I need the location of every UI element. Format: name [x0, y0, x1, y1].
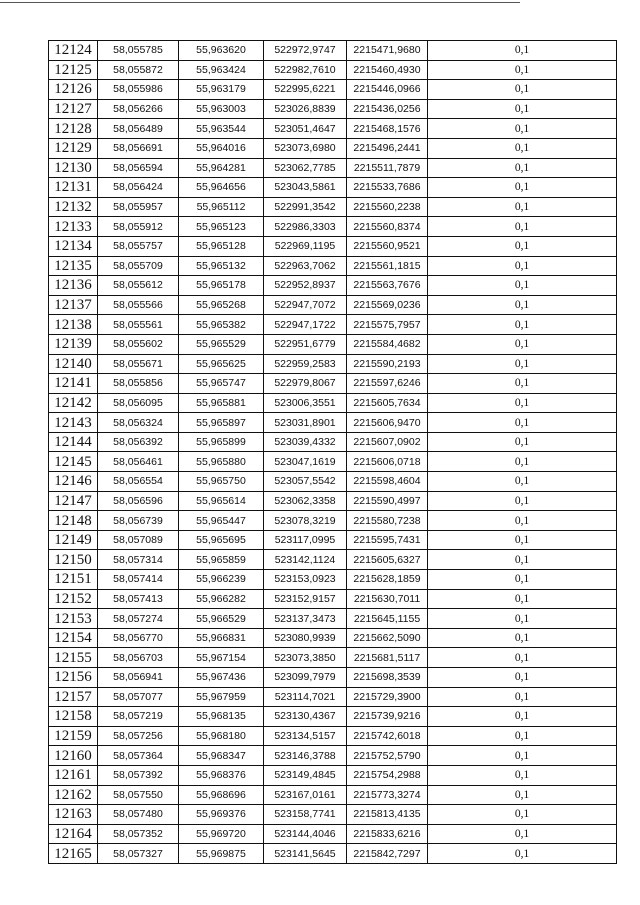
latitude-cell: 58,055856	[98, 374, 179, 394]
accuracy-cell: 0,1	[428, 668, 617, 688]
accuracy-cell: 0,1	[428, 374, 617, 394]
y-coordinate-cell: 2215662,5090	[347, 628, 428, 648]
x-coordinate-cell: 522959,2583	[264, 354, 347, 374]
accuracy-cell: 0,1	[428, 334, 617, 354]
longitude-cell: 55,965529	[179, 334, 264, 354]
point-number-cell: 12145	[49, 452, 98, 472]
point-number-cell: 12155	[49, 648, 98, 668]
accuracy-cell: 0,1	[428, 80, 617, 100]
table-row	[49, 628, 617, 648]
y-coordinate-cell: 2215575,7957	[347, 315, 428, 335]
coordinates-table-body	[49, 41, 617, 864]
x-coordinate-cell: 523043,5861	[264, 178, 347, 198]
y-coordinate-cell: 2215729,3900	[347, 687, 428, 707]
x-coordinate-cell: 523114,7021	[264, 687, 347, 707]
table-row	[49, 746, 617, 766]
table-row	[49, 138, 617, 158]
y-coordinate-cell: 2215590,4997	[347, 491, 428, 511]
table-row	[49, 80, 617, 100]
point-number-cell: 12137	[49, 295, 98, 315]
table-row	[49, 374, 617, 394]
accuracy-cell: 0,1	[428, 354, 617, 374]
latitude-cell: 58,057480	[98, 805, 179, 825]
y-coordinate-cell: 2215813,4135	[347, 805, 428, 825]
longitude-cell: 55,963424	[179, 60, 264, 80]
longitude-cell: 55,968180	[179, 726, 264, 746]
table-row	[49, 491, 617, 511]
x-coordinate-cell: 523152,9157	[264, 589, 347, 609]
longitude-cell: 55,965881	[179, 393, 264, 413]
accuracy-cell: 0,1	[428, 648, 617, 668]
table-row	[49, 197, 617, 217]
longitude-cell: 55,965382	[179, 315, 264, 335]
x-coordinate-cell: 523078,3219	[264, 511, 347, 531]
x-coordinate-cell: 522986,3303	[264, 217, 347, 237]
table-row	[49, 60, 617, 80]
latitude-cell: 58,057314	[98, 550, 179, 570]
accuracy-cell: 0,1	[428, 413, 617, 433]
point-number-cell: 12141	[49, 374, 98, 394]
x-coordinate-cell: 523141,5645	[264, 844, 347, 864]
longitude-cell: 55,963544	[179, 119, 264, 139]
y-coordinate-cell: 2215496,2441	[347, 138, 428, 158]
latitude-cell: 58,057089	[98, 530, 179, 550]
longitude-cell: 55,966831	[179, 628, 264, 648]
table-row	[49, 236, 617, 256]
latitude-cell: 58,057352	[98, 824, 179, 844]
point-number-cell: 12163	[49, 805, 98, 825]
latitude-cell: 58,055757	[98, 236, 179, 256]
y-coordinate-cell: 2215605,7634	[347, 393, 428, 413]
table-row	[49, 805, 617, 825]
latitude-cell: 58,057327	[98, 844, 179, 864]
x-coordinate-cell: 523099,7979	[264, 668, 347, 688]
latitude-cell: 58,055785	[98, 41, 179, 61]
accuracy-cell: 0,1	[428, 609, 617, 629]
longitude-cell: 55,964656	[179, 178, 264, 198]
accuracy-cell: 0,1	[428, 511, 617, 531]
latitude-cell: 58,056941	[98, 668, 179, 688]
point-number-cell: 12128	[49, 119, 98, 139]
table-row	[49, 158, 617, 178]
latitude-cell: 58,057256	[98, 726, 179, 746]
accuracy-cell: 0,1	[428, 99, 617, 119]
y-coordinate-cell: 2215739,9216	[347, 707, 428, 727]
accuracy-cell: 0,1	[428, 315, 617, 335]
latitude-cell: 58,057414	[98, 570, 179, 590]
point-number-cell: 12157	[49, 687, 98, 707]
accuracy-cell: 0,1	[428, 256, 617, 276]
point-number-cell: 12130	[49, 158, 98, 178]
point-number-cell: 12126	[49, 80, 98, 100]
x-coordinate-cell: 523039,4332	[264, 432, 347, 452]
y-coordinate-cell: 2215698,3539	[347, 668, 428, 688]
table-row	[49, 41, 617, 61]
accuracy-cell: 0,1	[428, 452, 617, 472]
table-row	[49, 432, 617, 452]
longitude-cell: 55,966529	[179, 609, 264, 629]
x-coordinate-cell: 523167,0161	[264, 785, 347, 805]
y-coordinate-cell: 2215468,1576	[347, 119, 428, 139]
x-coordinate-cell: 523006,3551	[264, 393, 347, 413]
table-row	[49, 668, 617, 688]
y-coordinate-cell: 2215560,9521	[347, 236, 428, 256]
point-number-cell: 12150	[49, 550, 98, 570]
table-row	[49, 178, 617, 198]
y-coordinate-cell: 2215833,6216	[347, 824, 428, 844]
point-number-cell: 12133	[49, 217, 98, 237]
point-number-cell: 12151	[49, 570, 98, 590]
latitude-cell: 58,057364	[98, 746, 179, 766]
y-coordinate-cell: 2215569,0236	[347, 295, 428, 315]
y-coordinate-cell: 2215533,7686	[347, 178, 428, 198]
y-coordinate-cell: 2215563,7676	[347, 276, 428, 296]
x-coordinate-cell: 522979,8067	[264, 374, 347, 394]
point-number-cell: 12129	[49, 138, 98, 158]
x-coordinate-cell: 523026,8839	[264, 99, 347, 119]
x-coordinate-cell: 523146,3788	[264, 746, 347, 766]
x-coordinate-cell: 523130,4367	[264, 707, 347, 727]
longitude-cell: 55,969376	[179, 805, 264, 825]
table-row	[49, 315, 617, 335]
latitude-cell: 58,056489	[98, 119, 179, 139]
y-coordinate-cell: 2215584,4682	[347, 334, 428, 354]
x-coordinate-cell: 522991,3542	[264, 197, 347, 217]
longitude-cell: 55,965897	[179, 413, 264, 433]
x-coordinate-cell: 523142,1124	[264, 550, 347, 570]
point-number-cell: 12162	[49, 785, 98, 805]
point-number-cell: 12165	[49, 844, 98, 864]
accuracy-cell: 0,1	[428, 628, 617, 648]
accuracy-cell: 0,1	[428, 726, 617, 746]
x-coordinate-cell: 523158,7741	[264, 805, 347, 825]
point-number-cell: 12134	[49, 236, 98, 256]
table-row	[49, 824, 617, 844]
longitude-cell: 55,963179	[179, 80, 264, 100]
point-number-cell: 12156	[49, 668, 98, 688]
longitude-cell: 55,965447	[179, 511, 264, 531]
latitude-cell: 58,056596	[98, 491, 179, 511]
accuracy-cell: 0,1	[428, 236, 617, 256]
point-number-cell: 12161	[49, 765, 98, 785]
point-number-cell: 12139	[49, 334, 98, 354]
y-coordinate-cell: 2215580,7238	[347, 511, 428, 531]
accuracy-cell: 0,1	[428, 295, 617, 315]
longitude-cell: 55,969720	[179, 824, 264, 844]
table-row	[49, 217, 617, 237]
accuracy-cell: 0,1	[428, 707, 617, 727]
x-coordinate-cell: 522947,1722	[264, 315, 347, 335]
y-coordinate-cell: 2215446,0966	[347, 80, 428, 100]
x-coordinate-cell: 523134,5157	[264, 726, 347, 746]
latitude-cell: 58,055671	[98, 354, 179, 374]
point-number-cell: 12143	[49, 413, 98, 433]
y-coordinate-cell: 2215595,7431	[347, 530, 428, 550]
latitude-cell: 58,055957	[98, 197, 179, 217]
table-row	[49, 295, 617, 315]
x-coordinate-cell: 522947,7072	[264, 295, 347, 315]
latitude-cell: 58,057550	[98, 785, 179, 805]
accuracy-cell: 0,1	[428, 276, 617, 296]
table-row	[49, 550, 617, 570]
y-coordinate-cell: 2215561,1815	[347, 256, 428, 276]
accuracy-cell: 0,1	[428, 393, 617, 413]
table-row	[49, 452, 617, 472]
point-number-cell: 12153	[49, 609, 98, 629]
x-coordinate-cell: 523062,7785	[264, 158, 347, 178]
x-coordinate-cell: 523117,0995	[264, 530, 347, 550]
coordinates-table	[48, 40, 617, 864]
accuracy-cell: 0,1	[428, 138, 617, 158]
point-number-cell: 12138	[49, 315, 98, 335]
latitude-cell: 58,055872	[98, 60, 179, 80]
longitude-cell: 55,966282	[179, 589, 264, 609]
y-coordinate-cell: 2215645,1155	[347, 609, 428, 629]
latitude-cell: 58,055566	[98, 295, 179, 315]
y-coordinate-cell: 2215754,2988	[347, 765, 428, 785]
accuracy-cell: 0,1	[428, 158, 617, 178]
table-row	[49, 609, 617, 629]
latitude-cell: 58,056392	[98, 432, 179, 452]
y-coordinate-cell: 2215606,0718	[347, 452, 428, 472]
accuracy-cell: 0,1	[428, 472, 617, 492]
longitude-cell: 55,967959	[179, 687, 264, 707]
coordinates-sheet	[48, 40, 617, 864]
latitude-cell: 58,055561	[98, 315, 179, 335]
y-coordinate-cell: 2215590,2193	[347, 354, 428, 374]
table-row	[49, 530, 617, 550]
point-number-cell: 12149	[49, 530, 98, 550]
accuracy-cell: 0,1	[428, 570, 617, 590]
x-coordinate-cell: 523137,3473	[264, 609, 347, 629]
y-coordinate-cell: 2215560,2238	[347, 197, 428, 217]
y-coordinate-cell: 2215460,4930	[347, 60, 428, 80]
longitude-cell: 55,965750	[179, 472, 264, 492]
longitude-cell: 55,965899	[179, 432, 264, 452]
table-row	[49, 256, 617, 276]
table-row	[49, 570, 617, 590]
y-coordinate-cell: 2215598,4604	[347, 472, 428, 492]
y-coordinate-cell: 2215471,9680	[347, 41, 428, 61]
table-row	[49, 707, 617, 727]
longitude-cell: 55,965880	[179, 452, 264, 472]
point-number-cell: 12147	[49, 491, 98, 511]
x-coordinate-cell: 523149,4845	[264, 765, 347, 785]
page-top-rule	[0, 2, 520, 3]
y-coordinate-cell: 2215742,6018	[347, 726, 428, 746]
x-coordinate-cell: 523047,1619	[264, 452, 347, 472]
latitude-cell: 58,055912	[98, 217, 179, 237]
x-coordinate-cell: 523153,0923	[264, 570, 347, 590]
table-row	[49, 648, 617, 668]
x-coordinate-cell: 523144,4046	[264, 824, 347, 844]
accuracy-cell: 0,1	[428, 197, 617, 217]
point-number-cell: 12159	[49, 726, 98, 746]
point-number-cell: 12142	[49, 393, 98, 413]
x-coordinate-cell: 522969,1195	[264, 236, 347, 256]
latitude-cell: 58,056324	[98, 413, 179, 433]
table-row	[49, 354, 617, 374]
table-row	[49, 393, 617, 413]
longitude-cell: 55,965747	[179, 374, 264, 394]
y-coordinate-cell: 2215597,6246	[347, 374, 428, 394]
accuracy-cell: 0,1	[428, 41, 617, 61]
x-coordinate-cell: 522951,6779	[264, 334, 347, 354]
y-coordinate-cell: 2215607,0902	[347, 432, 428, 452]
accuracy-cell: 0,1	[428, 844, 617, 864]
accuracy-cell: 0,1	[428, 805, 617, 825]
latitude-cell: 58,057219	[98, 707, 179, 727]
accuracy-cell: 0,1	[428, 530, 617, 550]
latitude-cell: 58,056095	[98, 393, 179, 413]
latitude-cell: 58,055612	[98, 276, 179, 296]
y-coordinate-cell: 2215560,8374	[347, 217, 428, 237]
accuracy-cell: 0,1	[428, 687, 617, 707]
longitude-cell: 55,963620	[179, 41, 264, 61]
point-number-cell: 12132	[49, 197, 98, 217]
table-row	[49, 844, 617, 864]
accuracy-cell: 0,1	[428, 432, 617, 452]
table-row	[49, 119, 617, 139]
table-row	[49, 687, 617, 707]
longitude-cell: 55,965695	[179, 530, 264, 550]
x-coordinate-cell: 522995,6221	[264, 80, 347, 100]
accuracy-cell: 0,1	[428, 824, 617, 844]
latitude-cell: 58,055602	[98, 334, 179, 354]
point-number-cell: 12135	[49, 256, 98, 276]
accuracy-cell: 0,1	[428, 119, 617, 139]
table-row	[49, 511, 617, 531]
table-row	[49, 413, 617, 433]
y-coordinate-cell: 2215630,7011	[347, 589, 428, 609]
latitude-cell: 58,056461	[98, 452, 179, 472]
accuracy-cell: 0,1	[428, 178, 617, 198]
point-number-cell: 12131	[49, 178, 98, 198]
longitude-cell: 55,965614	[179, 491, 264, 511]
x-coordinate-cell: 522982,7610	[264, 60, 347, 80]
point-number-cell: 12144	[49, 432, 98, 452]
longitude-cell: 55,967436	[179, 668, 264, 688]
accuracy-cell: 0,1	[428, 491, 617, 511]
latitude-cell: 58,056594	[98, 158, 179, 178]
table-row	[49, 726, 617, 746]
table-row	[49, 589, 617, 609]
point-number-cell: 12152	[49, 589, 98, 609]
accuracy-cell: 0,1	[428, 785, 617, 805]
table-row	[49, 785, 617, 805]
longitude-cell: 55,968347	[179, 746, 264, 766]
longitude-cell: 55,966239	[179, 570, 264, 590]
x-coordinate-cell: 522963,7062	[264, 256, 347, 276]
point-number-cell: 12127	[49, 99, 98, 119]
latitude-cell: 58,057274	[98, 609, 179, 629]
latitude-cell: 58,056691	[98, 138, 179, 158]
longitude-cell: 55,968376	[179, 765, 264, 785]
y-coordinate-cell: 2215752,5790	[347, 746, 428, 766]
latitude-cell: 58,057413	[98, 589, 179, 609]
latitude-cell: 58,056770	[98, 628, 179, 648]
x-coordinate-cell: 523062,3358	[264, 491, 347, 511]
longitude-cell: 55,965859	[179, 550, 264, 570]
accuracy-cell: 0,1	[428, 217, 617, 237]
point-number-cell: 12146	[49, 472, 98, 492]
accuracy-cell: 0,1	[428, 60, 617, 80]
latitude-cell: 58,056266	[98, 99, 179, 119]
longitude-cell: 55,964281	[179, 158, 264, 178]
latitude-cell: 58,055709	[98, 256, 179, 276]
y-coordinate-cell: 2215842,7297	[347, 844, 428, 864]
y-coordinate-cell: 2215511,7879	[347, 158, 428, 178]
y-coordinate-cell: 2215606,9470	[347, 413, 428, 433]
point-number-cell: 12148	[49, 511, 98, 531]
latitude-cell: 58,057077	[98, 687, 179, 707]
x-coordinate-cell: 523073,3850	[264, 648, 347, 668]
longitude-cell: 55,965268	[179, 295, 264, 315]
y-coordinate-cell: 2215628,1859	[347, 570, 428, 590]
latitude-cell: 58,055986	[98, 80, 179, 100]
point-number-cell: 12124	[49, 41, 98, 61]
longitude-cell: 55,965625	[179, 354, 264, 374]
longitude-cell: 55,968696	[179, 785, 264, 805]
longitude-cell: 55,965123	[179, 217, 264, 237]
y-coordinate-cell: 2215681,5117	[347, 648, 428, 668]
latitude-cell: 58,056739	[98, 511, 179, 531]
x-coordinate-cell: 522972,9747	[264, 41, 347, 61]
point-number-cell: 12154	[49, 628, 98, 648]
table-row	[49, 99, 617, 119]
longitude-cell: 55,965112	[179, 197, 264, 217]
point-number-cell: 12125	[49, 60, 98, 80]
longitude-cell: 55,965178	[179, 276, 264, 296]
y-coordinate-cell: 2215605,6327	[347, 550, 428, 570]
latitude-cell: 58,056424	[98, 178, 179, 198]
longitude-cell: 55,965132	[179, 256, 264, 276]
table-row	[49, 765, 617, 785]
longitude-cell: 55,964016	[179, 138, 264, 158]
point-number-cell: 12140	[49, 354, 98, 374]
latitude-cell: 58,056703	[98, 648, 179, 668]
longitude-cell: 55,969875	[179, 844, 264, 864]
latitude-cell: 58,056554	[98, 472, 179, 492]
point-number-cell: 12160	[49, 746, 98, 766]
y-coordinate-cell: 2215773,3274	[347, 785, 428, 805]
table-row	[49, 276, 617, 296]
longitude-cell: 55,967154	[179, 648, 264, 668]
point-number-cell: 12136	[49, 276, 98, 296]
x-coordinate-cell: 523073,6980	[264, 138, 347, 158]
point-number-cell: 12164	[49, 824, 98, 844]
table-row	[49, 334, 617, 354]
x-coordinate-cell: 523031,8901	[264, 413, 347, 433]
x-coordinate-cell: 523080,9939	[264, 628, 347, 648]
latitude-cell: 58,057392	[98, 765, 179, 785]
y-coordinate-cell: 2215436,0256	[347, 99, 428, 119]
x-coordinate-cell: 523051,4647	[264, 119, 347, 139]
x-coordinate-cell: 522952,8937	[264, 276, 347, 296]
longitude-cell: 55,968135	[179, 707, 264, 727]
longitude-cell: 55,963003	[179, 99, 264, 119]
accuracy-cell: 0,1	[428, 746, 617, 766]
longitude-cell: 55,965128	[179, 236, 264, 256]
x-coordinate-cell: 523057,5542	[264, 472, 347, 492]
accuracy-cell: 0,1	[428, 589, 617, 609]
accuracy-cell: 0,1	[428, 550, 617, 570]
point-number-cell: 12158	[49, 707, 98, 727]
accuracy-cell: 0,1	[428, 765, 617, 785]
table-row	[49, 472, 617, 492]
